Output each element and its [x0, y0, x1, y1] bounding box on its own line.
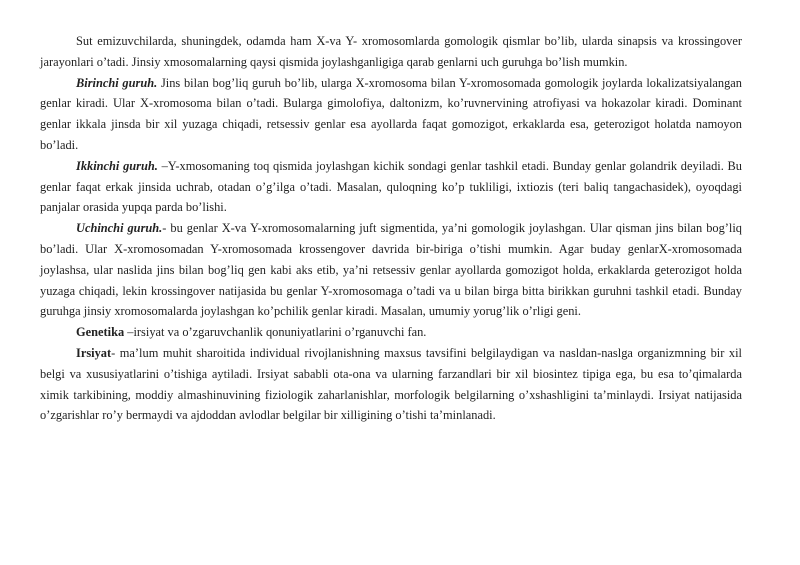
paragraph-third-group [40, 218, 742, 322]
paragraph-lead: Genetika [76, 325, 125, 340]
paragraph-lead: Irsiyat [76, 345, 112, 360]
paragraph-text: Sut emizuvchilarda, shuningdek, odamda ham X-va Y- xromosomlarda gomologik qismlar bo’lib, ularda sinapsis va krossingover jarayonlari o’tadi. Jinsiy xmosomalarning qaysi qismida joylashganligiga qarab genlarni uch guruhga bo’lish mumkin. [40, 34, 742, 69]
paragraph-genetics-definition [40, 322, 742, 343]
paragraph-lead: Ikkinchi guruh. [76, 158, 158, 173]
paragraph-heredity-definition [40, 343, 742, 426]
paragraph-text: –irsiyat va o’zgaruvchanlik qonuniyatlarini o’rganuvchi fan. [124, 325, 427, 340]
paragraph-lead: Uchinchi guruh. [76, 221, 163, 236]
paragraph-intro [40, 31, 742, 73]
paragraph-text: Jins bilan bog’liq guruh bo’lib, ularga X-xromosoma bilan Y-xromosomada gomologik joylarda lokalizatsiyalangan genlar kiradi. Ular X-xromosoma bilan o’tadi. Bularga gimolofiya, daltonizm, ko’ruvnervining atrofiyasi va hokazolar kiradi. Dominant genlar ikkala jinsda bir xil yuzaga chiqadi, retsessiv genlar esa ayollarda faqat gomozigot, erkaklarda esa, geterozigot holatda namoyon bo’ladi. [40, 75, 742, 152]
paragraph-lead: Birinchi guruh. [76, 75, 158, 90]
paragraph-first-group [40, 73, 742, 156]
paragraph-text: –Y-xmosomaning toq qismida joylashgan kichik sondagi genlar tashkil etadi. Bunday genlar golandrik deyiladi. Bu genlar faqat erkak jinsida uchrab, otadan o’g’ilga o’tadi. Masalan, quloqning ko’p tukliligi, ixtiozis (teri baliq tangachasidek), oyoqdagi panjalar orasida yupqa parda bo’lishi. [40, 158, 742, 215]
paragraph-text: - ma’lum muhit sharoitida individual rivojlanishning maxsus tavsifini belgilaydigan va nasldan-naslga organizmning bir xil belgi va xususiyatlarini o’tishiga aytiladi. Irsiyat sababli ota-ona va ularning farzandlari bir xil biosintez tipiga ega, bu esa to’qimalarda ximik tarkibining, moddiy almashinuvining fiziologik zaharlanishlar, morfologik belgilarning o’xshashligini ta’minlaydi. Irsiyat natijasida o’zgarishlar ro’y bermaydi va ajdoddan avlodlar belgilar bir xilligining o’tishi ta’minlanadi. [40, 345, 742, 423]
paragraph-second-group [40, 156, 742, 218]
document-body [40, 31, 742, 426]
paragraph-text: - bu genlar X-va Y-xromosomalarning juft sigmentida, ya’ni gomologik joylashgan. Ular qisman jins bilan bog’liq bo’ladi. Ular X-xromosomadan Y-xromosomada krossengover davrida bir-biriga o’tishi mumkin. Agar buday genlarX-xromosomada joylashsa, ular naslida jins bilan bog’liq gen kabi aks etib, ya’ni retsessiv genlar ayollarda gomozigot holda, erkaklarda geterozigot holda yuzaga chiqadi, lekin krossingover natijasida bu genlar Y-xromosomaga o’tadi va u bilan birga bitta birikkan guruhni tashkil etadi. Bunday guruhga jinsiy xromosomalarda joylashgan ko’pchilik genlar kiradi. Masalan, umumiy yorug’lik o’rligi geni. [40, 221, 742, 319]
